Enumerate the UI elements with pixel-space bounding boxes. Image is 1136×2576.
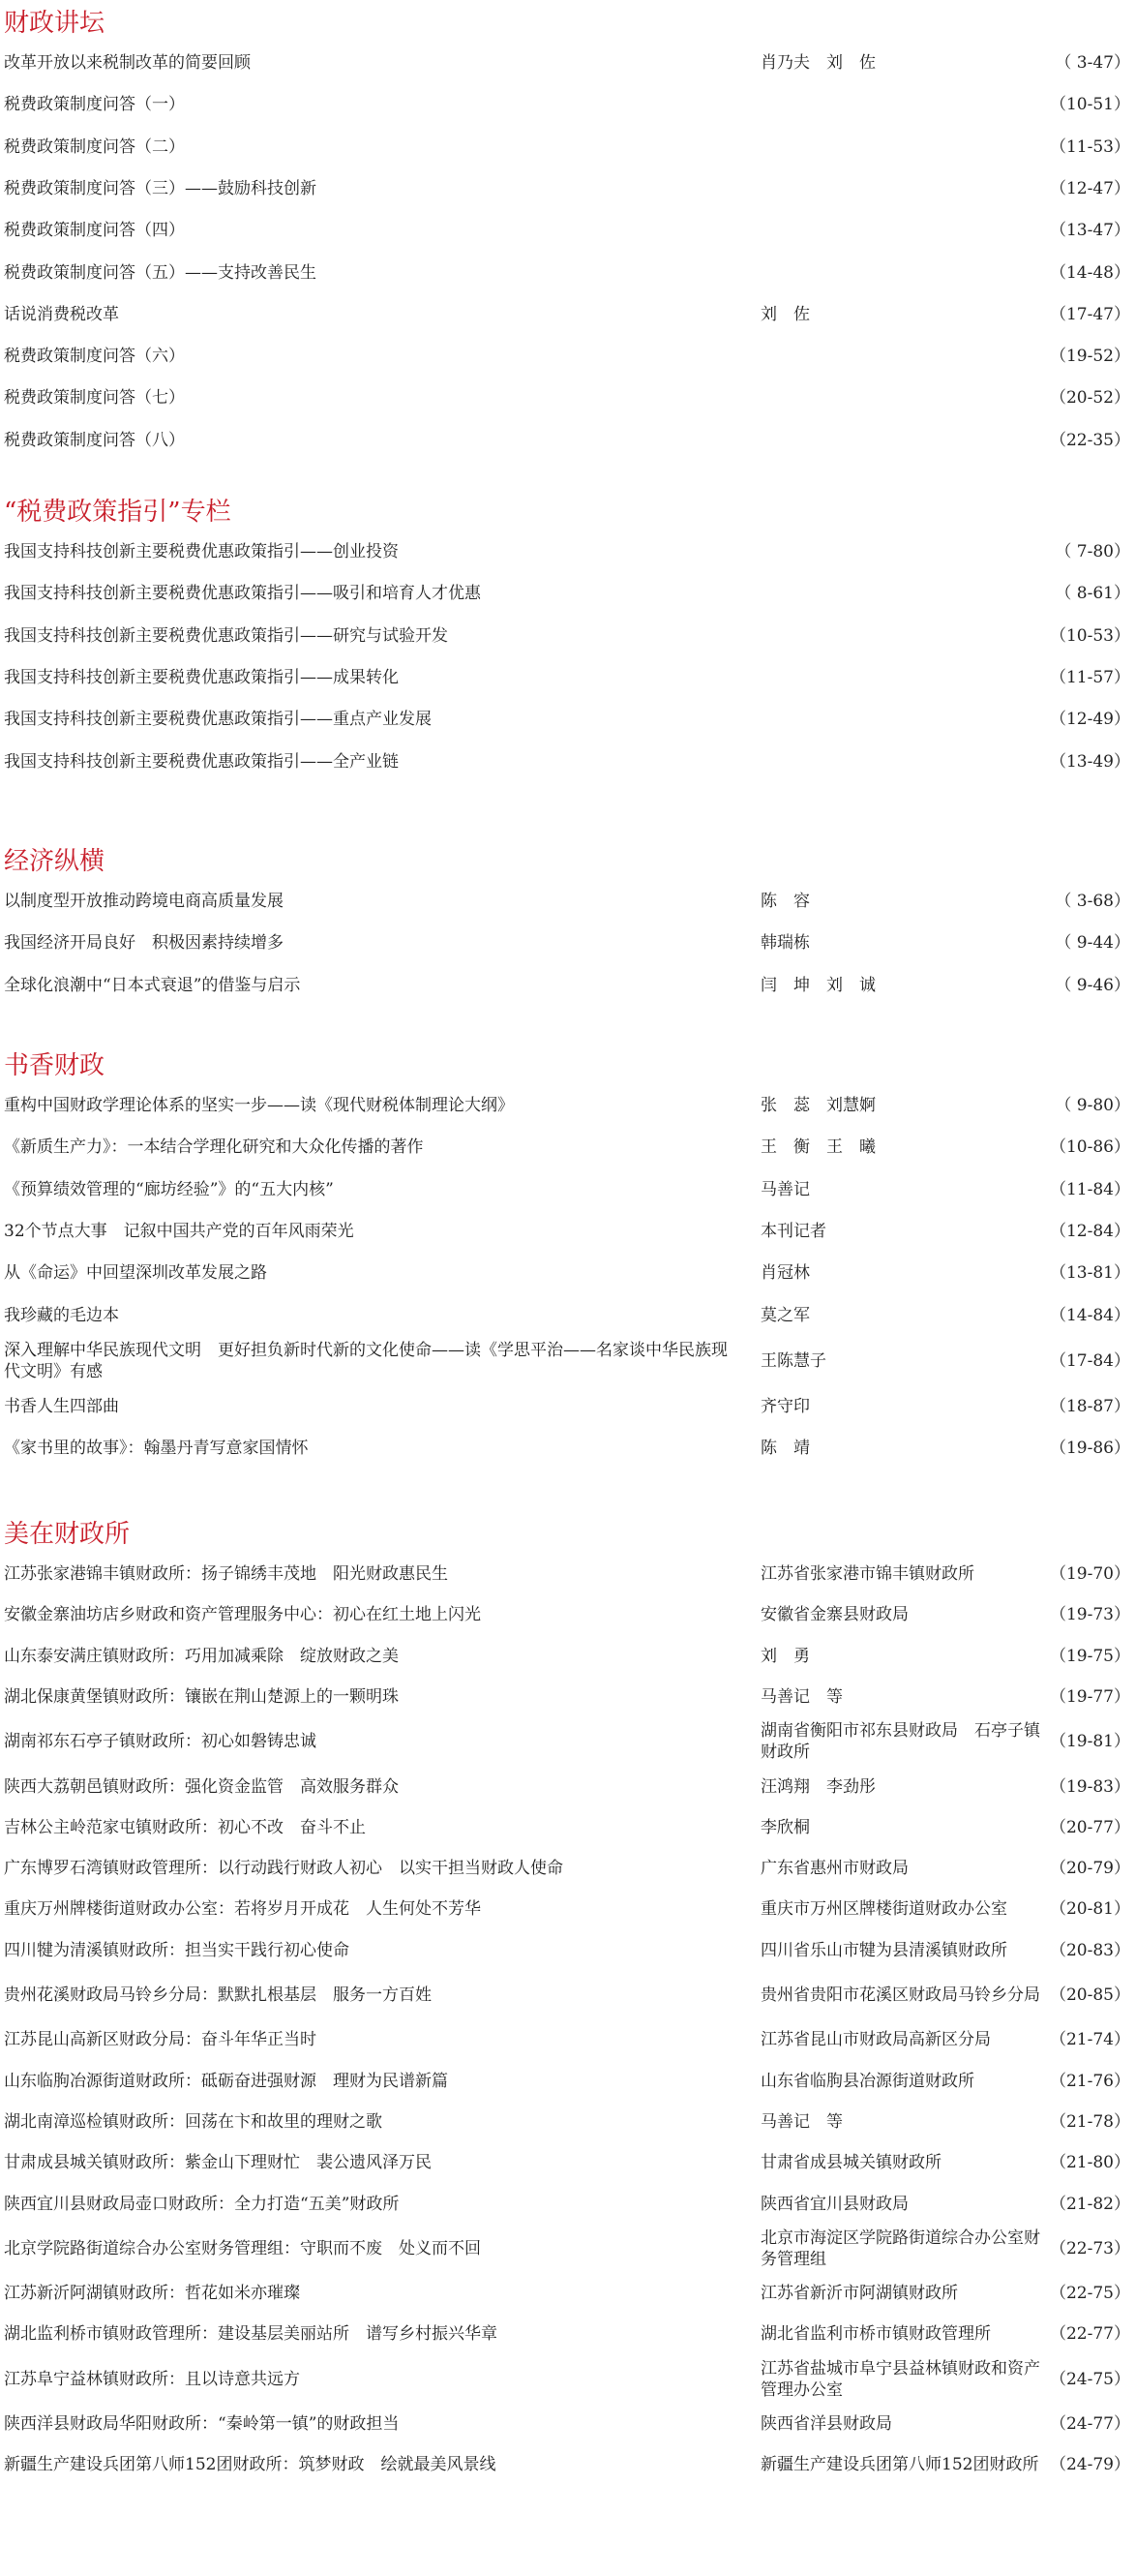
entry-author: 贵州省贵阳市花溪区财政局马铃乡分局 [761, 1985, 1040, 2005]
entry-page-ref: （24-79） [1049, 2455, 1130, 2475]
entry-page-ref: （14-48） [1049, 262, 1130, 283]
entry-author: 马善记 等 [761, 2111, 843, 2132]
entry-page-ref: （ 3-47） [1055, 53, 1130, 73]
toc-entry[interactable] [0, 573, 1136, 614]
toc-entry[interactable] [0, 1386, 1136, 1427]
entry-author: 王陈慧子 [761, 1350, 826, 1371]
toc-entry[interactable] [0, 2102, 1136, 2142]
entry-author: 张 蕊 刘慧婀 [761, 1096, 876, 1115]
toc-entry[interactable] [0, 1127, 1136, 1167]
toc-entry[interactable] [0, 1889, 1136, 1929]
toc-entry[interactable] [0, 1636, 1136, 1677]
entry-title: 北京学院路街道综合办公室财务管理组：守职而不废 处义而不回 [4, 2238, 481, 2258]
entry-page-ref: （20-77） [1049, 1817, 1130, 1837]
toc-entry[interactable] [0, 2019, 1136, 2060]
entry-author: 湖南省衡阳市祁东县财政局 石亭子镇财政所 [761, 1721, 1040, 1763]
entry-title: 从《命运》中回望深圳改革发展之路 [4, 1263, 267, 1284]
entry-title: 32个节点大事 记叙中国共产党的百年风雨荣光 [4, 1221, 354, 1241]
entry-title: 安徽金寨油坊店乡财政和资产管理服务中心：初心在红土地上闪光 [4, 1605, 481, 1625]
toc-entry[interactable] [0, 2404, 1136, 2444]
entry-page-ref: （11-53） [1049, 136, 1130, 157]
entry-title: 税费政策制度问答（一） [4, 95, 185, 115]
entry-page-ref: （19-70） [1049, 1564, 1130, 1584]
toc-entry[interactable] [0, 531, 1136, 572]
entry-author: 齐守印 [761, 1397, 810, 1417]
entry-title: 甘肃成县城关镇财政所：紫金山下理财忙 裴公遗风泽万民 [4, 2153, 432, 2173]
entry-author: 本刊记者 [761, 1221, 826, 1241]
entry-page-ref: （21-80） [1049, 2153, 1130, 2173]
entry-page-ref: （24-75） [1049, 2369, 1130, 2389]
entry-title: 深入理解中华民族现代文明 更好担负新时代新的文化使命——读《学思平治——名家谈中华民族现代文明》有感 [4, 1340, 728, 1381]
entry-page-ref: （21-82） [1049, 2194, 1130, 2214]
toc-entry[interactable] [0, 84, 1136, 125]
entry-page-ref: （18-87） [1049, 1397, 1130, 1417]
toc-entry[interactable] [0, 1930, 1136, 1971]
entry-author: 四川省乐山市犍为县清溪镇财政所 [761, 1940, 1007, 1960]
entry-page-ref: （ 8-61） [1055, 584, 1130, 604]
entry-title: 我国支持科技创新主要税费优惠政策指引——成果转化 [4, 667, 399, 687]
toc-entry[interactable] [0, 1848, 1136, 1889]
entry-author: 马善记 [761, 1179, 810, 1199]
entry-title: 税费政策制度问答（六） [4, 347, 185, 367]
entry-title: 湖北保康黄堡镇财政所：镶嵌在荆山楚源上的一颗明珠 [4, 1686, 399, 1707]
entry-author: 重庆市万州区牌楼街道财政办公室 [761, 1899, 1007, 1920]
entry-title: 改革开放以来税制改革的简要回顾 [4, 53, 251, 73]
entry-title: 陕西大荔朝邑镇财政所：强化资金监管 高效服务群众 [4, 1776, 399, 1797]
entry-page-ref: （19-86） [1049, 1439, 1130, 1459]
entry-author: 江苏省新沂市阿湖镇财政所 [761, 2284, 958, 2304]
toc-entry[interactable] [0, 210, 1136, 251]
entry-page-ref: （10-53） [1049, 625, 1130, 646]
toc-entry[interactable] [0, 965, 1136, 1006]
entry-title: 重庆万州牌楼街道财政办公室：若将岁月开成花 人生何处不芳华 [4, 1899, 481, 1920]
toc-entry[interactable] [0, 1211, 1136, 1252]
entry-author: 江苏省盐城市阜宁县益林镇财政和资产管理办公室 [761, 2358, 1040, 2400]
entry-page-ref: （12-49） [1049, 710, 1130, 730]
entry-title: 我珍藏的毛边本 [4, 1305, 119, 1325]
entry-page-ref: （ 3-68） [1055, 892, 1130, 911]
entry-author: 汪鸿翔 李劲彤 [761, 1776, 876, 1797]
toc-entry[interactable] [0, 699, 1136, 740]
entry-page-ref: （20-81） [1049, 1899, 1130, 1920]
entry-page-ref: （20-79） [1049, 1859, 1130, 1879]
toc-entry[interactable] [0, 2314, 1136, 2354]
entry-title: 湖南祁东石亭子镇财政所：初心如磐铸忠诚 [4, 1732, 316, 1752]
entry-author: 山东省临朐县冶源街道财政所 [761, 2071, 974, 2091]
entry-page-ref: （22-75） [1049, 2284, 1130, 2304]
toc-entry[interactable] [0, 1767, 1136, 1807]
entry-title: 我国经济开局良好 积极因素持续增多 [4, 933, 284, 954]
entry-page-ref: （10-51） [1049, 95, 1130, 115]
section-title: 经济纵横 [4, 847, 105, 876]
entry-author: 甘肃省成县城关镇财政所 [761, 2153, 942, 2173]
entry-title: 湖北南漳巡检镇财政所：回荡在卞和故里的理财之歌 [4, 2111, 382, 2132]
entry-author: 肖乃夫 刘 佐 [761, 53, 876, 73]
entry-author: 陕西省洋县财政局 [761, 2414, 892, 2434]
entry-title: 江苏张家港锦丰镇财政所：扬子锦绣丰茂地 阳光财政惠民生 [4, 1564, 448, 1584]
entry-page-ref: （21-74） [1049, 2030, 1130, 2050]
entry-page-ref: （13-49） [1049, 751, 1130, 772]
entry-title: 全球化浪潮中“日本式衰退”的借鉴与启示 [4, 975, 301, 995]
entry-title: 湖北监利桥市镇财政管理所：建设基层美丽站所 谱写乡村振兴华章 [4, 2324, 497, 2345]
entry-author: 王 衡 王 曦 [761, 1137, 876, 1158]
entry-page-ref: （ 9-80） [1055, 1096, 1130, 1115]
toc-entry[interactable] [0, 1721, 1136, 1762]
entry-page-ref: （19-73） [1049, 1605, 1130, 1625]
toc-entry[interactable] [0, 1341, 1136, 1381]
toc-entry[interactable] [0, 1253, 1136, 1293]
entry-title: 贵州花溪财政局马铃乡分局：默默扎根基层 服务一方百姓 [4, 1985, 432, 2005]
toc-entry[interactable] [0, 1594, 1136, 1635]
entry-page-ref: （10-86） [1049, 1137, 1130, 1158]
toc-entry[interactable] [0, 657, 1136, 698]
entry-title: 江苏阜宁益林镇财政所：且以诗意共远方 [4, 2369, 300, 2389]
toc-entry[interactable] [0, 127, 1136, 167]
section-title: 美在财政所 [4, 1520, 131, 1549]
entry-title: 我国支持科技创新主要税费优惠政策指引——吸引和培育人才优惠 [4, 584, 481, 604]
entry-page-ref: （19-81） [1049, 1732, 1130, 1752]
toc-entry[interactable] [0, 2061, 1136, 2102]
entry-title: 税费政策制度问答（四） [4, 221, 185, 241]
toc-entry[interactable] [0, 2273, 1136, 2314]
entry-page-ref: （ 7-80） [1055, 542, 1130, 561]
entry-title: 税费政策制度问答（五）——支持改善民生 [4, 262, 316, 283]
entry-title: 《家书里的故事》：翰墨丹青写意家国情怀 [4, 1439, 309, 1459]
entry-title: 话说消费税改革 [4, 304, 119, 324]
entry-author: 广东省惠州市财政局 [761, 1859, 909, 1879]
toc-entry[interactable] [0, 1085, 1136, 1126]
section-title: 书香财政 [4, 1051, 105, 1080]
entry-author: 韩瑞栋 [761, 933, 810, 954]
entry-page-ref: （13-47） [1049, 221, 1130, 241]
toc-entry[interactable] [0, 2359, 1136, 2400]
entry-page-ref: （20-85） [1049, 1985, 1130, 2005]
entry-title: 书香人生四部曲 [4, 1397, 119, 1417]
toc-entry[interactable] [0, 616, 1136, 656]
entry-title: 陕西洋县财政局华阳财政所：“秦岭第一镇”的财政担当 [4, 2414, 400, 2434]
entry-page-ref: （11-84） [1049, 1179, 1130, 1199]
entry-page-ref: （22-73） [1049, 2238, 1130, 2258]
entry-author: 马善记 等 [761, 1686, 843, 1707]
entry-page-ref: （11-57） [1049, 667, 1130, 687]
entry-page-ref: （17-84） [1049, 1350, 1130, 1371]
entry-author: 李欣桐 [761, 1817, 810, 1837]
entry-author: 江苏省昆山市财政局高新区分局 [761, 2030, 991, 2050]
entry-title: 我国支持科技创新主要税费优惠政策指引——重点产业发展 [4, 710, 432, 730]
entry-title: 四川犍为清溪镇财政所：担当实干践行初心使命 [4, 1940, 349, 1960]
entry-author: 江苏省张家港市锦丰镇财政所 [761, 1564, 974, 1584]
toc-entry[interactable] [0, 1554, 1136, 1594]
entry-page-ref: （22-35） [1049, 430, 1130, 450]
toc-entry[interactable] [0, 168, 1136, 209]
entry-page-ref: （13-81） [1049, 1263, 1130, 1284]
toc-entry[interactable] [0, 2142, 1136, 2183]
toc-entry[interactable] [0, 1807, 1136, 1848]
entry-title: 以制度型开放推动跨境电商高质量发展 [4, 892, 284, 911]
toc-entry[interactable] [0, 253, 1136, 293]
entry-title: 重构中国财政学理论体系的坚实一步——读《现代财税体制理论大纲》 [4, 1096, 514, 1115]
entry-page-ref: （12-47） [1049, 178, 1130, 198]
toc-entry[interactable] [0, 378, 1136, 418]
entry-title: 税费政策制度问答（二） [4, 136, 185, 157]
entry-page-ref: （19-83） [1049, 1776, 1130, 1797]
entry-author: 安徽省金寨县财政局 [761, 1605, 909, 1625]
entry-title: 山东泰安满庄镇财政所：巧用加减乘除 绽放财政之美 [4, 1646, 399, 1666]
entry-page-ref: （24-77） [1049, 2414, 1130, 2434]
entry-author: 陈 靖 [761, 1439, 810, 1459]
entry-title: 吉林公主岭范家屯镇财政所：初心不改 奋斗不止 [4, 1817, 366, 1837]
toc-entry[interactable] [0, 742, 1136, 782]
entry-page-ref: （14-84） [1049, 1305, 1130, 1325]
entry-author: 刘 佐 [761, 304, 810, 324]
toc-entry[interactable] [0, 336, 1136, 377]
entry-title: 广东博罗石湾镇财政管理所：以行动践行财政人初心 以实干担当财政人使命 [4, 1859, 563, 1879]
entry-title: 江苏昆山高新区财政分局：奋斗年华正当时 [4, 2030, 316, 2050]
toc-entry[interactable] [0, 1295, 1136, 1336]
entry-author: 新疆生产建设兵团第八师152团财政所 [761, 2455, 1039, 2475]
entry-page-ref: （21-76） [1049, 2071, 1130, 2091]
entry-author: 北京市海淀区学院路街道综合办公室财务管理组 [761, 2227, 1040, 2269]
section-title: “税费政策指引”专栏 [4, 498, 231, 527]
entry-title: 《新质生产力》：一本结合学理化研究和大众化传播的著作 [4, 1137, 424, 1158]
entry-author: 陈 容 [761, 892, 810, 911]
entry-title: 税费政策制度问答（七） [4, 388, 185, 409]
entry-page-ref: （21-78） [1049, 2111, 1130, 2132]
entry-author: 刘 勇 [761, 1646, 810, 1666]
entry-title: 税费政策制度问答（八） [4, 430, 185, 450]
toc-entry[interactable] [0, 420, 1136, 461]
entry-title: 我国支持科技创新主要税费优惠政策指引——全产业链 [4, 751, 399, 772]
entry-title: 山东临朐冶源街道财政所：砥砺奋进强财源 理财为民谱新篇 [4, 2071, 448, 2091]
toc-entry[interactable] [0, 2228, 1136, 2269]
toc-entry[interactable] [0, 43, 1136, 83]
entry-page-ref: （22-77） [1049, 2324, 1130, 2345]
toc-entry[interactable] [0, 2184, 1136, 2225]
toc-entry[interactable] [0, 1677, 1136, 1717]
entry-author: 莫之军 [761, 1305, 810, 1325]
toc-entry[interactable] [0, 1169, 1136, 1210]
entry-title: 《预算绩效管理的“廊坊经验”》的“五大内核” [4, 1179, 334, 1199]
entry-page-ref: （17-47） [1049, 304, 1130, 324]
entry-author: 闫 坤 刘 诚 [761, 975, 876, 995]
toc-entry[interactable] [0, 2444, 1136, 2485]
entry-page-ref: （ 9-44） [1055, 933, 1130, 954]
entry-page-ref: （20-52） [1049, 388, 1130, 409]
entry-author: 陕西省宜川县财政局 [761, 2194, 909, 2214]
entry-page-ref: （19-75） [1049, 1646, 1130, 1666]
toc-entry[interactable] [0, 1428, 1136, 1469]
entry-title: 江苏新沂阿湖镇财政所：哲花如米亦璀璨 [4, 2284, 300, 2304]
toc-entry[interactable] [0, 923, 1136, 963]
toc-entry[interactable] [0, 294, 1136, 335]
toc-entry[interactable] [0, 1975, 1136, 2015]
entry-title: 我国支持科技创新主要税费优惠政策指引——创业投资 [4, 542, 399, 561]
entry-title: 税费政策制度问答（三）——鼓励科技创新 [4, 178, 316, 198]
section-title: 财政讲坛 [4, 9, 105, 38]
entry-page-ref: （20-83） [1049, 1940, 1130, 1960]
entry-page-ref: （12-84） [1049, 1221, 1130, 1241]
entry-title: 我国支持科技创新主要税费优惠政策指引——研究与试验开发 [4, 625, 448, 646]
entry-page-ref: （19-52） [1049, 347, 1130, 367]
entry-page-ref: （19-77） [1049, 1686, 1130, 1707]
entry-title: 新疆生产建设兵团第八师152团财政所：筑梦财政 绘就最美风景线 [4, 2455, 496, 2475]
entry-author: 肖冠林 [761, 1263, 810, 1284]
toc-entry[interactable] [0, 881, 1136, 922]
entry-title: 陕西宜川县财政局壶口财政所：全力打造“五美”财政所 [4, 2194, 400, 2214]
entry-author: 湖北省监利市桥市镇财政管理所 [761, 2324, 991, 2345]
entry-page-ref: （ 9-46） [1055, 975, 1130, 995]
